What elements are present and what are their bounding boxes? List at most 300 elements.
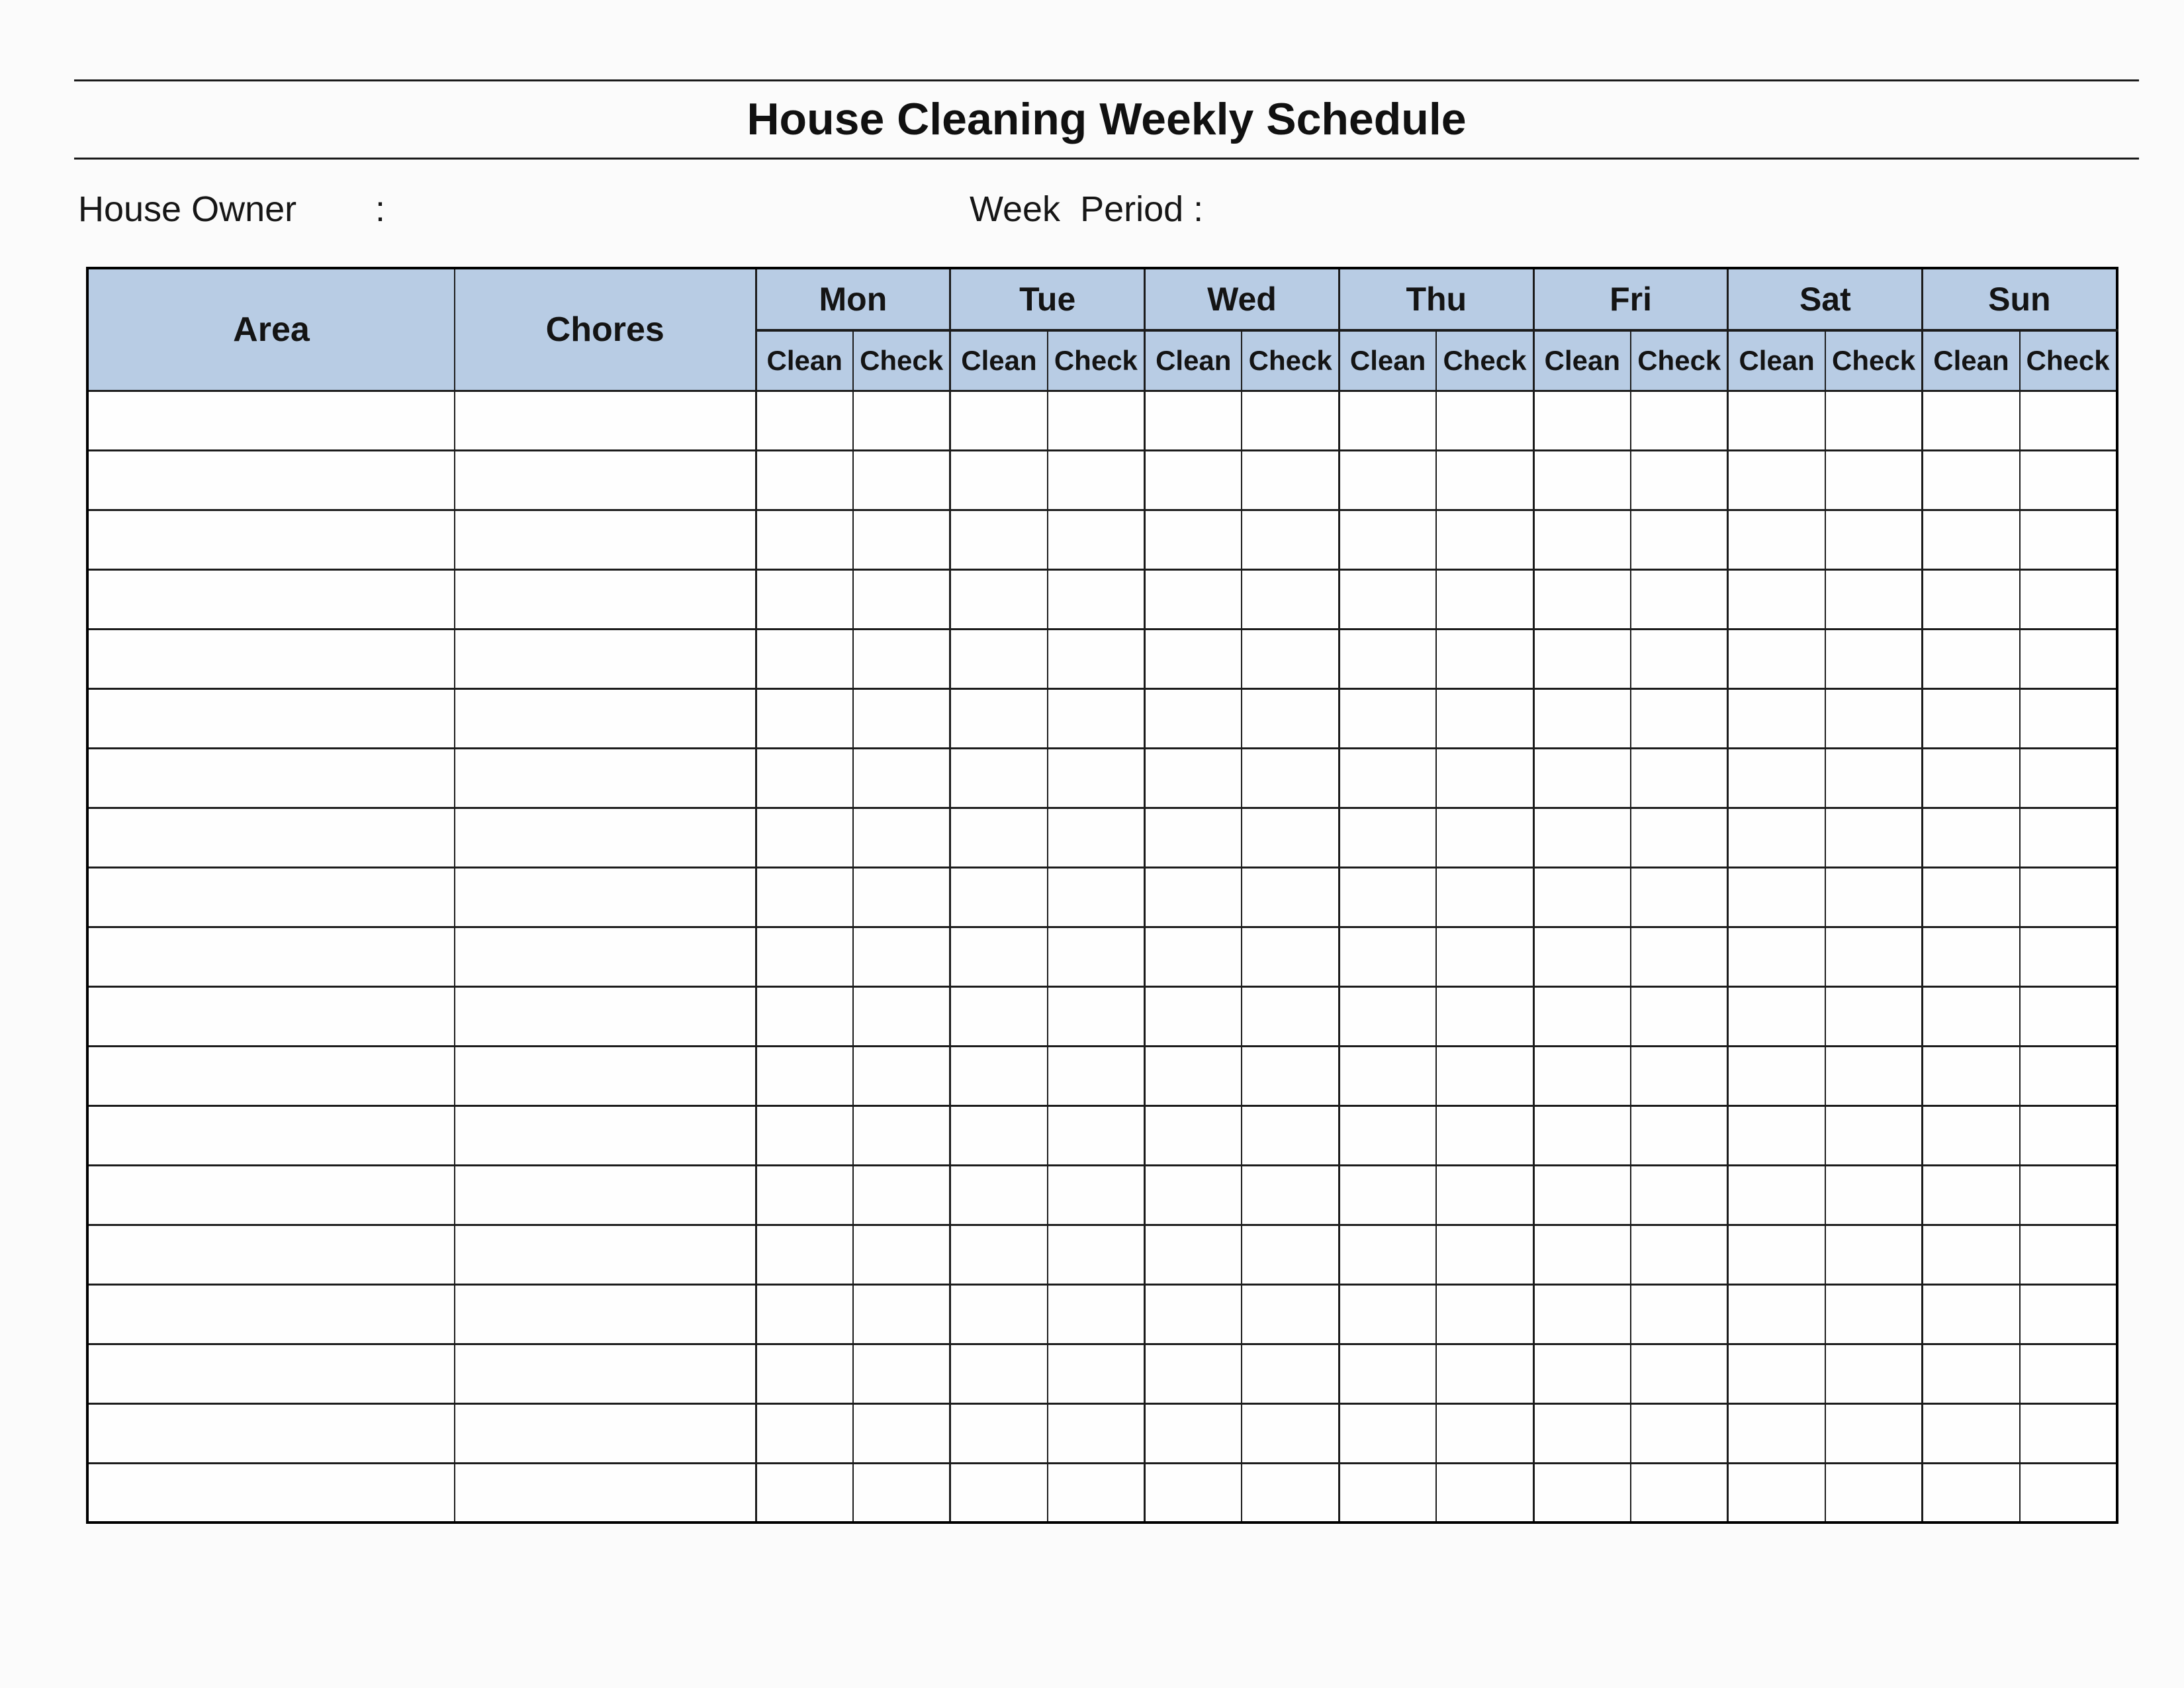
cell-clean[interactable] bbox=[1145, 450, 1242, 510]
cell-clean[interactable] bbox=[950, 1165, 1048, 1225]
cell-check[interactable] bbox=[1436, 450, 1533, 510]
cell-check[interactable] bbox=[1436, 1463, 1533, 1523]
cell-clean[interactable] bbox=[1339, 1225, 1436, 1284]
cell-clean[interactable] bbox=[1533, 391, 1631, 450]
cell-clean[interactable] bbox=[950, 1403, 1048, 1463]
cell-check[interactable] bbox=[1242, 391, 1339, 450]
cell-clean[interactable] bbox=[1145, 808, 1242, 867]
cell-chores[interactable] bbox=[455, 1284, 756, 1344]
cell-clean[interactable] bbox=[1339, 867, 1436, 927]
cell-check[interactable] bbox=[1825, 1225, 1923, 1284]
cell-clean[interactable] bbox=[1339, 450, 1436, 510]
cell-check[interactable] bbox=[1048, 510, 1145, 569]
cell-clean[interactable] bbox=[1728, 927, 1825, 986]
cell-check[interactable] bbox=[2020, 867, 2117, 927]
cell-clean[interactable] bbox=[1533, 510, 1631, 569]
cell-clean[interactable] bbox=[756, 1105, 853, 1165]
cell-area[interactable] bbox=[87, 1344, 455, 1403]
cell-check[interactable] bbox=[853, 1284, 950, 1344]
cell-check[interactable] bbox=[1631, 748, 1728, 808]
cell-check[interactable] bbox=[1631, 808, 1728, 867]
cell-check[interactable] bbox=[1048, 629, 1145, 688]
cell-clean[interactable] bbox=[1339, 1344, 1436, 1403]
cell-clean[interactable] bbox=[1728, 629, 1825, 688]
cell-clean[interactable] bbox=[1533, 1046, 1631, 1105]
cell-clean[interactable] bbox=[1923, 391, 2020, 450]
cell-clean[interactable] bbox=[950, 1225, 1048, 1284]
cell-clean[interactable] bbox=[1145, 1403, 1242, 1463]
cell-check[interactable] bbox=[1436, 1046, 1533, 1105]
cell-check[interactable] bbox=[1048, 748, 1145, 808]
cell-check[interactable] bbox=[1048, 391, 1145, 450]
cell-clean[interactable] bbox=[1533, 808, 1631, 867]
cell-check[interactable] bbox=[1048, 1463, 1145, 1523]
cell-check[interactable] bbox=[1242, 450, 1339, 510]
cell-clean[interactable] bbox=[756, 1165, 853, 1225]
cell-check[interactable] bbox=[1825, 986, 1923, 1046]
cell-clean[interactable] bbox=[1533, 927, 1631, 986]
cell-check[interactable] bbox=[1825, 927, 1923, 986]
cell-clean[interactable] bbox=[1728, 867, 1825, 927]
cell-clean[interactable] bbox=[1533, 1403, 1631, 1463]
cell-area[interactable] bbox=[87, 1105, 455, 1165]
cell-check[interactable] bbox=[1242, 1165, 1339, 1225]
cell-clean[interactable] bbox=[1923, 510, 2020, 569]
cell-check[interactable] bbox=[2020, 1105, 2117, 1165]
cell-chores[interactable] bbox=[455, 867, 756, 927]
cell-area[interactable] bbox=[87, 1403, 455, 1463]
cell-clean[interactable] bbox=[1728, 510, 1825, 569]
cell-clean[interactable] bbox=[1533, 629, 1631, 688]
cell-check[interactable] bbox=[2020, 688, 2117, 748]
cell-check[interactable] bbox=[1242, 808, 1339, 867]
cell-clean[interactable] bbox=[1145, 1344, 1242, 1403]
cell-clean[interactable] bbox=[1339, 1165, 1436, 1225]
cell-check[interactable] bbox=[1048, 688, 1145, 748]
cell-check[interactable] bbox=[1242, 1105, 1339, 1165]
cell-area[interactable] bbox=[87, 748, 455, 808]
cell-check[interactable] bbox=[1631, 391, 1728, 450]
cell-clean[interactable] bbox=[1923, 629, 2020, 688]
cell-clean[interactable] bbox=[1145, 569, 1242, 629]
cell-check[interactable] bbox=[853, 927, 950, 986]
cell-check[interactable] bbox=[2020, 450, 2117, 510]
cell-clean[interactable] bbox=[1533, 986, 1631, 1046]
cell-chores[interactable] bbox=[455, 1165, 756, 1225]
cell-check[interactable] bbox=[1631, 1165, 1728, 1225]
cell-check[interactable] bbox=[1242, 1284, 1339, 1344]
cell-check[interactable] bbox=[1242, 510, 1339, 569]
cell-clean[interactable] bbox=[1923, 1344, 2020, 1403]
cell-check[interactable] bbox=[1631, 1225, 1728, 1284]
cell-clean[interactable] bbox=[1339, 1105, 1436, 1165]
cell-check[interactable] bbox=[1436, 1284, 1533, 1344]
cell-check[interactable] bbox=[853, 867, 950, 927]
cell-chores[interactable] bbox=[455, 986, 756, 1046]
cell-chores[interactable] bbox=[455, 510, 756, 569]
cell-clean[interactable] bbox=[1923, 1046, 2020, 1105]
cell-chores[interactable] bbox=[455, 450, 756, 510]
cell-area[interactable] bbox=[87, 510, 455, 569]
cell-check[interactable] bbox=[1631, 867, 1728, 927]
cell-clean[interactable] bbox=[1533, 1284, 1631, 1344]
cell-clean[interactable] bbox=[1923, 569, 2020, 629]
cell-clean[interactable] bbox=[950, 450, 1048, 510]
cell-clean[interactable] bbox=[1145, 1165, 1242, 1225]
cell-check[interactable] bbox=[1436, 629, 1533, 688]
cell-clean[interactable] bbox=[1728, 808, 1825, 867]
cell-chores[interactable] bbox=[455, 1403, 756, 1463]
cell-check[interactable] bbox=[853, 1046, 950, 1105]
cell-check[interactable] bbox=[853, 569, 950, 629]
cell-check[interactable] bbox=[1631, 1403, 1728, 1463]
cell-check[interactable] bbox=[2020, 808, 2117, 867]
cell-clean[interactable] bbox=[756, 986, 853, 1046]
cell-check[interactable] bbox=[2020, 510, 2117, 569]
cell-check[interactable] bbox=[2020, 1403, 2117, 1463]
cell-chores[interactable] bbox=[455, 748, 756, 808]
cell-check[interactable] bbox=[1436, 748, 1533, 808]
cell-check[interactable] bbox=[1825, 450, 1923, 510]
cell-check[interactable] bbox=[1631, 450, 1728, 510]
cell-clean[interactable] bbox=[1339, 1046, 1436, 1105]
cell-clean[interactable] bbox=[756, 808, 853, 867]
cell-check[interactable] bbox=[1631, 927, 1728, 986]
cell-check[interactable] bbox=[1825, 1463, 1923, 1523]
cell-check[interactable] bbox=[853, 450, 950, 510]
cell-clean[interactable] bbox=[1533, 1344, 1631, 1403]
cell-check[interactable] bbox=[1825, 1105, 1923, 1165]
cell-check[interactable] bbox=[853, 391, 950, 450]
cell-area[interactable] bbox=[87, 867, 455, 927]
cell-area[interactable] bbox=[87, 450, 455, 510]
cell-check[interactable] bbox=[1242, 986, 1339, 1046]
cell-check[interactable] bbox=[1825, 867, 1923, 927]
cell-check[interactable] bbox=[1436, 688, 1533, 748]
cell-check[interactable] bbox=[1048, 1344, 1145, 1403]
cell-check[interactable] bbox=[1436, 1403, 1533, 1463]
cell-clean[interactable] bbox=[1533, 688, 1631, 748]
cell-check[interactable] bbox=[1242, 1403, 1339, 1463]
cell-check[interactable] bbox=[1436, 1344, 1533, 1403]
cell-check[interactable] bbox=[1242, 927, 1339, 986]
cell-check[interactable] bbox=[2020, 629, 2117, 688]
cell-check[interactable] bbox=[1242, 748, 1339, 808]
cell-check[interactable] bbox=[1631, 1463, 1728, 1523]
cell-check[interactable] bbox=[1436, 986, 1533, 1046]
cell-area[interactable] bbox=[87, 688, 455, 748]
cell-clean[interactable] bbox=[1145, 1463, 1242, 1523]
cell-clean[interactable] bbox=[1923, 927, 2020, 986]
cell-check[interactable] bbox=[1436, 927, 1533, 986]
cell-area[interactable] bbox=[87, 1165, 455, 1225]
cell-clean[interactable] bbox=[756, 1403, 853, 1463]
cell-chores[interactable] bbox=[455, 688, 756, 748]
cell-check[interactable] bbox=[853, 688, 950, 748]
cell-clean[interactable] bbox=[1728, 1403, 1825, 1463]
cell-check[interactable] bbox=[853, 1105, 950, 1165]
cell-clean[interactable] bbox=[756, 629, 853, 688]
cell-check[interactable] bbox=[1825, 1403, 1923, 1463]
cell-check[interactable] bbox=[1825, 1046, 1923, 1105]
cell-check[interactable] bbox=[2020, 391, 2117, 450]
cell-clean[interactable] bbox=[1728, 1046, 1825, 1105]
cell-clean[interactable] bbox=[1145, 391, 1242, 450]
cell-clean[interactable] bbox=[1339, 927, 1436, 986]
cell-check[interactable] bbox=[1825, 569, 1923, 629]
cell-check[interactable] bbox=[2020, 1225, 2117, 1284]
cell-check[interactable] bbox=[1048, 808, 1145, 867]
cell-check[interactable] bbox=[1242, 1225, 1339, 1284]
cell-clean[interactable] bbox=[950, 986, 1048, 1046]
cell-area[interactable] bbox=[87, 569, 455, 629]
cell-check[interactable] bbox=[1436, 1225, 1533, 1284]
cell-clean[interactable] bbox=[1339, 629, 1436, 688]
cell-clean[interactable] bbox=[1533, 748, 1631, 808]
cell-check[interactable] bbox=[1631, 510, 1728, 569]
cell-check[interactable] bbox=[2020, 1046, 2117, 1105]
cell-chores[interactable] bbox=[455, 808, 756, 867]
cell-clean[interactable] bbox=[950, 867, 1048, 927]
cell-check[interactable] bbox=[1825, 748, 1923, 808]
cell-clean[interactable] bbox=[1145, 1225, 1242, 1284]
cell-check[interactable] bbox=[1631, 1284, 1728, 1344]
cell-check[interactable] bbox=[853, 629, 950, 688]
cell-clean[interactable] bbox=[756, 927, 853, 986]
cell-clean[interactable] bbox=[1145, 927, 1242, 986]
cell-check[interactable] bbox=[2020, 748, 2117, 808]
cell-clean[interactable] bbox=[1923, 748, 2020, 808]
cell-clean[interactable] bbox=[1533, 450, 1631, 510]
cell-check[interactable] bbox=[1825, 391, 1923, 450]
cell-area[interactable] bbox=[87, 1225, 455, 1284]
cell-clean[interactable] bbox=[1923, 986, 2020, 1046]
cell-clean[interactable] bbox=[1339, 510, 1436, 569]
cell-clean[interactable] bbox=[1339, 986, 1436, 1046]
cell-clean[interactable] bbox=[1339, 569, 1436, 629]
cell-check[interactable] bbox=[2020, 927, 2117, 986]
cell-clean[interactable] bbox=[1533, 1105, 1631, 1165]
cell-area[interactable] bbox=[87, 391, 455, 450]
cell-clean[interactable] bbox=[1145, 629, 1242, 688]
cell-check[interactable] bbox=[1048, 1225, 1145, 1284]
cell-check[interactable] bbox=[1242, 688, 1339, 748]
cell-clean[interactable] bbox=[756, 510, 853, 569]
cell-clean[interactable] bbox=[1728, 986, 1825, 1046]
cell-clean[interactable] bbox=[756, 1344, 853, 1403]
cell-check[interactable] bbox=[1631, 986, 1728, 1046]
cell-chores[interactable] bbox=[455, 1046, 756, 1105]
cell-chores[interactable] bbox=[455, 1344, 756, 1403]
cell-chores[interactable] bbox=[455, 629, 756, 688]
cell-check[interactable] bbox=[1825, 688, 1923, 748]
cell-check[interactable] bbox=[1048, 1046, 1145, 1105]
cell-clean[interactable] bbox=[1923, 867, 2020, 927]
cell-clean[interactable] bbox=[756, 1046, 853, 1105]
cell-chores[interactable] bbox=[455, 1463, 756, 1523]
cell-check[interactable] bbox=[1242, 1344, 1339, 1403]
cell-chores[interactable] bbox=[455, 1105, 756, 1165]
cell-clean[interactable] bbox=[1533, 1165, 1631, 1225]
cell-clean[interactable] bbox=[1533, 1463, 1631, 1523]
cell-check[interactable] bbox=[1436, 808, 1533, 867]
cell-clean[interactable] bbox=[1145, 688, 1242, 748]
cell-clean[interactable] bbox=[1145, 1284, 1242, 1344]
cell-check[interactable] bbox=[853, 1344, 950, 1403]
cell-clean[interactable] bbox=[950, 808, 1048, 867]
cell-clean[interactable] bbox=[1728, 391, 1825, 450]
cell-clean[interactable] bbox=[1339, 748, 1436, 808]
cell-clean[interactable] bbox=[1728, 450, 1825, 510]
cell-clean[interactable] bbox=[756, 688, 853, 748]
cell-clean[interactable] bbox=[1339, 1284, 1436, 1344]
cell-clean[interactable] bbox=[1728, 688, 1825, 748]
cell-clean[interactable] bbox=[1728, 1463, 1825, 1523]
cell-area[interactable] bbox=[87, 629, 455, 688]
cell-check[interactable] bbox=[853, 1225, 950, 1284]
cell-clean[interactable] bbox=[756, 1463, 853, 1523]
cell-area[interactable] bbox=[87, 1463, 455, 1523]
cell-check[interactable] bbox=[1825, 1344, 1923, 1403]
cell-check[interactable] bbox=[1436, 867, 1533, 927]
cell-clean[interactable] bbox=[1923, 1463, 2020, 1523]
cell-check[interactable] bbox=[1048, 986, 1145, 1046]
cell-clean[interactable] bbox=[1339, 1463, 1436, 1523]
cell-check[interactable] bbox=[1242, 867, 1339, 927]
cell-clean[interactable] bbox=[1923, 688, 2020, 748]
cell-clean[interactable] bbox=[1728, 1165, 1825, 1225]
cell-check[interactable] bbox=[1825, 510, 1923, 569]
cell-check[interactable] bbox=[853, 808, 950, 867]
cell-check[interactable] bbox=[853, 1403, 950, 1463]
cell-clean[interactable] bbox=[1145, 510, 1242, 569]
cell-clean[interactable] bbox=[1728, 1344, 1825, 1403]
cell-clean[interactable] bbox=[756, 1225, 853, 1284]
cell-clean[interactable] bbox=[950, 629, 1048, 688]
cell-check[interactable] bbox=[1048, 1403, 1145, 1463]
cell-clean[interactable] bbox=[1728, 748, 1825, 808]
cell-clean[interactable] bbox=[1339, 688, 1436, 748]
cell-clean[interactable] bbox=[950, 748, 1048, 808]
cell-check[interactable] bbox=[1825, 1165, 1923, 1225]
cell-clean[interactable] bbox=[756, 748, 853, 808]
cell-check[interactable] bbox=[1242, 629, 1339, 688]
cell-clean[interactable] bbox=[1923, 1105, 2020, 1165]
cell-check[interactable] bbox=[2020, 1463, 2117, 1523]
cell-check[interactable] bbox=[2020, 986, 2117, 1046]
cell-clean[interactable] bbox=[1923, 808, 2020, 867]
cell-check[interactable] bbox=[1436, 391, 1533, 450]
cell-check[interactable] bbox=[853, 1165, 950, 1225]
cell-clean[interactable] bbox=[950, 569, 1048, 629]
cell-check[interactable] bbox=[2020, 1284, 2117, 1344]
cell-check[interactable] bbox=[853, 748, 950, 808]
cell-check[interactable] bbox=[1048, 1284, 1145, 1344]
cell-clean[interactable] bbox=[950, 688, 1048, 748]
cell-clean[interactable] bbox=[1923, 1403, 2020, 1463]
cell-clean[interactable] bbox=[756, 867, 853, 927]
cell-clean[interactable] bbox=[950, 927, 1048, 986]
cell-chores[interactable] bbox=[455, 569, 756, 629]
cell-clean[interactable] bbox=[950, 1284, 1048, 1344]
cell-check[interactable] bbox=[1048, 1105, 1145, 1165]
cell-check[interactable] bbox=[1631, 688, 1728, 748]
cell-check[interactable] bbox=[1048, 1165, 1145, 1225]
cell-check[interactable] bbox=[1631, 1105, 1728, 1165]
cell-check[interactable] bbox=[853, 986, 950, 1046]
cell-check[interactable] bbox=[1048, 867, 1145, 927]
cell-clean[interactable] bbox=[1339, 808, 1436, 867]
cell-check[interactable] bbox=[1242, 569, 1339, 629]
cell-area[interactable] bbox=[87, 1284, 455, 1344]
cell-clean[interactable] bbox=[756, 450, 853, 510]
cell-clean[interactable] bbox=[1339, 1403, 1436, 1463]
cell-area[interactable] bbox=[87, 986, 455, 1046]
cell-area[interactable] bbox=[87, 1046, 455, 1105]
cell-clean[interactable] bbox=[1533, 867, 1631, 927]
cell-clean[interactable] bbox=[1923, 1284, 2020, 1344]
cell-area[interactable] bbox=[87, 927, 455, 986]
cell-check[interactable] bbox=[1048, 569, 1145, 629]
cell-clean[interactable] bbox=[950, 1046, 1048, 1105]
cell-clean[interactable] bbox=[950, 510, 1048, 569]
cell-check[interactable] bbox=[1825, 808, 1923, 867]
cell-clean[interactable] bbox=[1145, 1105, 1242, 1165]
cell-clean[interactable] bbox=[1728, 1105, 1825, 1165]
cell-clean[interactable] bbox=[1728, 1225, 1825, 1284]
cell-check[interactable] bbox=[1825, 1284, 1923, 1344]
cell-check[interactable] bbox=[1048, 927, 1145, 986]
cell-check[interactable] bbox=[1825, 629, 1923, 688]
cell-chores[interactable] bbox=[455, 1225, 756, 1284]
cell-clean[interactable] bbox=[1533, 1225, 1631, 1284]
cell-clean[interactable] bbox=[950, 1344, 1048, 1403]
cell-clean[interactable] bbox=[1145, 986, 1242, 1046]
cell-check[interactable] bbox=[1631, 569, 1728, 629]
cell-clean[interactable] bbox=[756, 391, 853, 450]
cell-check[interactable] bbox=[853, 1463, 950, 1523]
cell-check[interactable] bbox=[2020, 1165, 2117, 1225]
cell-check[interactable] bbox=[2020, 569, 2117, 629]
cell-clean[interactable] bbox=[1923, 450, 2020, 510]
cell-chores[interactable] bbox=[455, 391, 756, 450]
cell-clean[interactable] bbox=[1339, 391, 1436, 450]
cell-clean[interactable] bbox=[756, 569, 853, 629]
cell-clean[interactable] bbox=[950, 1463, 1048, 1523]
cell-check[interactable] bbox=[1436, 569, 1533, 629]
cell-clean[interactable] bbox=[1923, 1225, 2020, 1284]
cell-check[interactable] bbox=[1631, 1046, 1728, 1105]
cell-check[interactable] bbox=[1242, 1046, 1339, 1105]
cell-clean[interactable] bbox=[950, 1105, 1048, 1165]
cell-clean[interactable] bbox=[1145, 1046, 1242, 1105]
cell-check[interactable] bbox=[1436, 1165, 1533, 1225]
cell-check[interactable] bbox=[853, 510, 950, 569]
cell-check[interactable] bbox=[1631, 1344, 1728, 1403]
cell-area[interactable] bbox=[87, 808, 455, 867]
cell-clean[interactable] bbox=[950, 391, 1048, 450]
cell-clean[interactable] bbox=[1533, 569, 1631, 629]
cell-clean[interactable] bbox=[1923, 1165, 2020, 1225]
cell-clean[interactable] bbox=[1145, 867, 1242, 927]
cell-check[interactable] bbox=[1631, 629, 1728, 688]
cell-clean[interactable] bbox=[1728, 569, 1825, 629]
cell-clean[interactable] bbox=[756, 1284, 853, 1344]
cell-check[interactable] bbox=[1048, 450, 1145, 510]
cell-clean[interactable] bbox=[1145, 748, 1242, 808]
cell-check[interactable] bbox=[1436, 1105, 1533, 1165]
cell-chores[interactable] bbox=[455, 927, 756, 986]
